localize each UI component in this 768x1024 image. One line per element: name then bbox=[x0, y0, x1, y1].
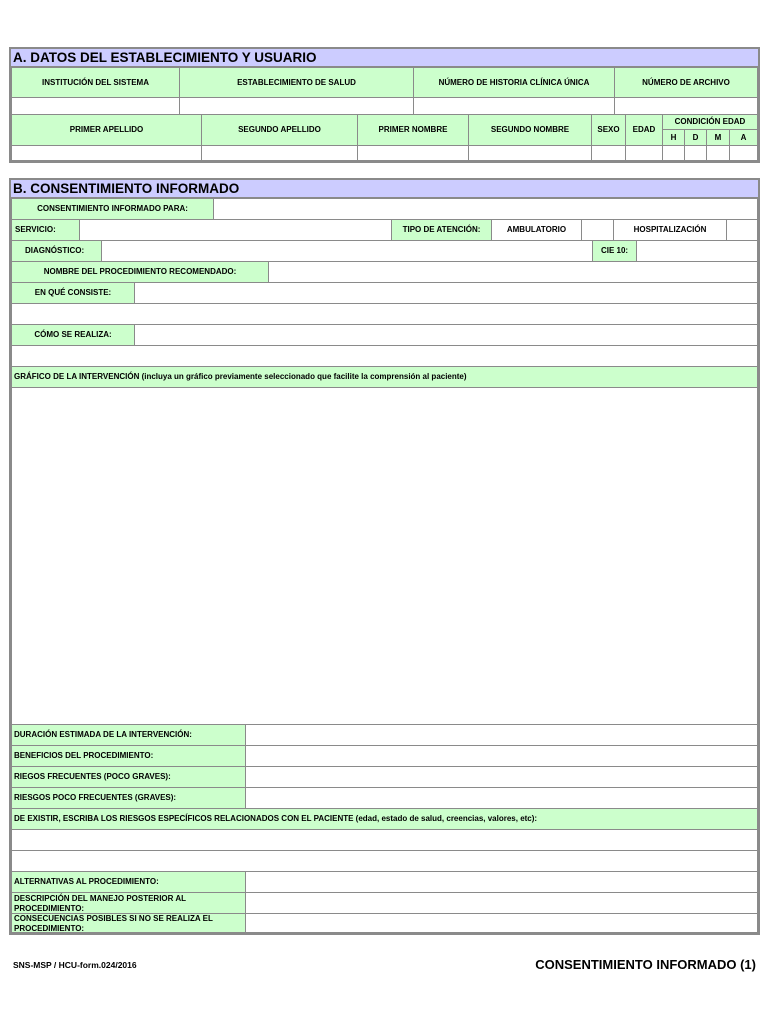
cie10-label: CIE 10: bbox=[592, 240, 637, 262]
segundo-nombre-label: SEGUNDO NOMBRE bbox=[468, 114, 592, 146]
alternativas-field[interactable] bbox=[245, 871, 758, 893]
historia-field[interactable] bbox=[413, 97, 615, 115]
institucion-label: INSTITUCIÓN DEL SISTEMA bbox=[11, 67, 180, 98]
como-se-realiza-field-2[interactable] bbox=[11, 345, 758, 367]
condicion-m-field[interactable] bbox=[706, 145, 730, 161]
segundo-nombre-field[interactable] bbox=[468, 145, 592, 161]
como-se-realiza-label: CÓMO SE REALIZA: bbox=[11, 324, 135, 346]
consecuencias-field[interactable] bbox=[245, 913, 758, 933]
consentimiento-para-field[interactable] bbox=[213, 198, 758, 220]
institucion-field[interactable] bbox=[11, 97, 180, 115]
sexo-label: SEXO bbox=[591, 114, 626, 146]
archivo-field[interactable] bbox=[614, 97, 758, 115]
section-b bbox=[9, 178, 760, 935]
diagnostico-field[interactable] bbox=[101, 240, 593, 262]
section-a bbox=[9, 47, 760, 163]
servicio-label: SERVICIO: bbox=[11, 219, 80, 241]
tipo-atencion-label: TIPO DE ATENCIÓN: bbox=[391, 219, 492, 241]
manejo-posterior-field[interactable] bbox=[245, 892, 758, 914]
cie10-field[interactable] bbox=[636, 240, 758, 262]
condicion-h-field[interactable] bbox=[662, 145, 685, 161]
primer-apellido-label: PRIMER APELLIDO bbox=[11, 114, 202, 146]
manejo-posterior-label: DESCRIPCIÓN DEL MANEJO POSTERIOR AL PROCEDIMIENTO: bbox=[11, 892, 246, 914]
diagnostico-label: DIAGNÓSTICO: bbox=[11, 240, 102, 262]
consentimiento-para-label: CONSENTIMIENTO INFORMADO PARA: bbox=[11, 198, 214, 220]
condicion-d-label: D bbox=[684, 129, 707, 146]
nombre-procedimiento-field[interactable] bbox=[268, 261, 758, 283]
alternativas-label: ALTERNATIVAS AL PROCEDIMIENTO: bbox=[11, 871, 246, 893]
en-que-consiste-label: EN QUÉ CONSISTE: bbox=[11, 282, 135, 304]
grafico-label: GRÁFICO DE LA INTERVENCIÓN (incluya un gráfico previamente seleccionado que facilite la comprensión al paciente) bbox=[11, 366, 758, 388]
hospitalizacion-checkbox[interactable] bbox=[726, 219, 758, 241]
condicion-d-field[interactable] bbox=[684, 145, 707, 161]
como-se-realiza-field[interactable] bbox=[134, 324, 758, 346]
condicion-a-label: A bbox=[729, 129, 758, 146]
edad-field[interactable] bbox=[625, 145, 663, 161]
duracion-label: DURACIÓN ESTIMADA DE LA INTERVENCIÓN: bbox=[11, 724, 246, 746]
segundo-apellido-label: SEGUNDO APELLIDO bbox=[201, 114, 358, 146]
servicio-field[interactable] bbox=[79, 219, 392, 241]
ambulatorio-label: AMBULATORIO bbox=[491, 219, 582, 241]
primer-nombre-field[interactable] bbox=[357, 145, 469, 161]
segundo-apellido-field[interactable] bbox=[201, 145, 358, 161]
form-code: SNS-MSP / HCU-form.024/2016 bbox=[13, 960, 137, 970]
condicion-h-label: H bbox=[662, 129, 685, 146]
establecimiento-field[interactable] bbox=[179, 97, 414, 115]
en-que-consiste-field-2[interactable] bbox=[11, 303, 758, 325]
en-que-consiste-field[interactable] bbox=[134, 282, 758, 304]
form-title: CONSENTIMIENTO INFORMADO (1) bbox=[535, 957, 756, 972]
historia-label: NÚMERO DE HISTORIA CLÍNICA ÚNICA bbox=[413, 67, 615, 98]
condicion-edad-label: CONDICIÓN EDAD bbox=[662, 114, 758, 130]
archivo-label: NÚMERO DE ARCHIVO bbox=[614, 67, 758, 98]
section-a-title: A. DATOS DEL ESTABLECIMIENTO Y USUARIO bbox=[11, 49, 758, 67]
beneficios-field[interactable] bbox=[245, 745, 758, 767]
primer-apellido-field[interactable] bbox=[11, 145, 202, 161]
riesgos-especificos-field[interactable] bbox=[11, 829, 758, 851]
condicion-a-field[interactable] bbox=[729, 145, 758, 161]
hospitalizacion-label: HOSPITALIZACIÓN bbox=[613, 219, 727, 241]
riesgos-especificos-field-2[interactable] bbox=[11, 850, 758, 872]
establecimiento-label: ESTABLECIMIENTO DE SALUD bbox=[179, 67, 414, 98]
sexo-field[interactable] bbox=[591, 145, 626, 161]
duracion-field[interactable] bbox=[245, 724, 758, 746]
riesgos-frecuentes-label: RIEGOS FRECUENTES (POCO GRAVES): bbox=[11, 766, 246, 788]
riesgos-poco-frecuentes-field[interactable] bbox=[245, 787, 758, 809]
section-b-title: B. CONSENTIMIENTO INFORMADO bbox=[11, 180, 758, 198]
riesgos-frecuentes-field[interactable] bbox=[245, 766, 758, 788]
consecuencias-label: CONSECUENCIAS POSIBLES SI NO SE REALIZA EL PROCEDIMIENTO: bbox=[11, 913, 246, 933]
beneficios-label: BENEFICIOS DEL PROCEDIMIENTO: bbox=[11, 745, 246, 767]
edad-label: EDAD bbox=[625, 114, 663, 146]
ambulatorio-checkbox[interactable] bbox=[581, 219, 614, 241]
grafico-area[interactable] bbox=[11, 387, 758, 725]
riesgos-especificos-label: DE EXISTIR, ESCRIBA LOS RIESGOS ESPECÍFICOS RELACIONADOS CON EL PACIENTE (edad, estado de salud, creencias, valores, etc): bbox=[11, 808, 758, 830]
primer-nombre-label: PRIMER NOMBRE bbox=[357, 114, 469, 146]
nombre-procedimiento-label: NOMBRE DEL PROCEDIMIENTO RECOMENDADO: bbox=[11, 261, 269, 283]
condicion-m-label: M bbox=[706, 129, 730, 146]
riesgos-poco-frecuentes-label: RIESGOS POCO FRECUENTES (GRAVES): bbox=[11, 787, 246, 809]
